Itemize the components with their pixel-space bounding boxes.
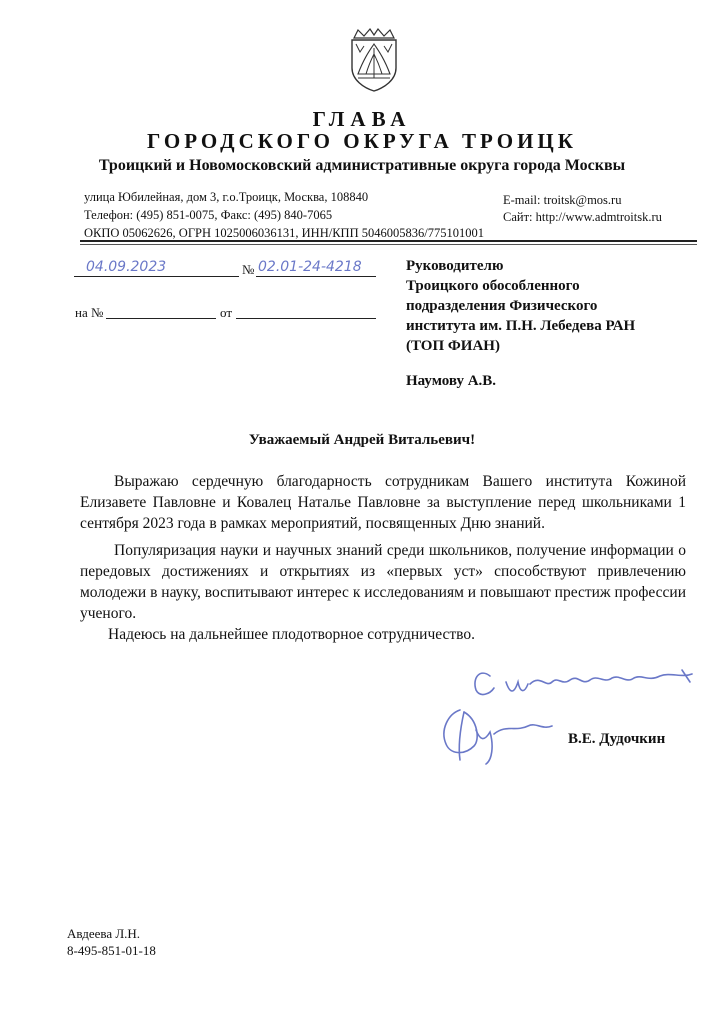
header-divider-thick: [80, 240, 697, 242]
header-address: улица Юбилейная, дом 3, г.о.Троицк, Москва, 108840: [84, 190, 369, 204]
recipient-block: [406, 256, 706, 356]
header-subtitle: Троицкий и Новомосковский административные округа города Москвы: [98, 157, 626, 174]
handwritten-signature-icon: [420, 660, 710, 770]
registration-number-line: [256, 276, 376, 277]
header-divider-thin: [80, 244, 697, 245]
executor-phone: 8-495-851-01-18: [67, 943, 156, 958]
recipient-line: Троицкого обособленного: [406, 278, 580, 294]
registration-number-label: №: [242, 262, 255, 277]
header-phone: Телефон: (495) 851-0075, Факс: (495) 840-7065: [84, 208, 333, 222]
header-codes: ОКПО 05062626, ОГРН 1025006036131, ИНН/КПП 5046005836/775101001: [84, 226, 484, 240]
header-title-line1: ГЛАВА: [312, 107, 412, 131]
recipient-line: Руководителю: [406, 258, 504, 274]
signer-name: В.Е. Дудочкин: [568, 731, 666, 747]
reference-from-label: от: [220, 305, 233, 320]
header-site: Сайт: http://www.admtroitsk.ru: [503, 210, 662, 224]
header-email: E-mail: troitsk@mos.ru: [503, 193, 622, 207]
registration-number: 02.01-24-4218: [258, 259, 362, 275]
recipient-line: подразделения Физического: [406, 298, 598, 314]
registration-date-line: [74, 276, 239, 277]
coat-of-arms-emblem-icon: [348, 28, 400, 92]
recipient-line: (ТОП ФИАН): [406, 338, 500, 354]
header-title-line2: ГОРОДСКОГО ОКРУГА ТРОИЦК: [147, 129, 577, 153]
reference-number-line: [106, 318, 216, 319]
registration-date: 04.09.2023: [86, 259, 167, 275]
letter-paragraph-1: Выражаю сердечную благодарность сотрудникам Вашего института Кожиной Елизавете Павловне и Ковалец Наталье Павловне за выступление перед школьниками 1 сентября 2023 года в рамках мероприятий, посвященных Дню знаний.: [80, 473, 686, 532]
letter-greeting: Уважаемый Андрей Витальевич!: [248, 432, 476, 448]
executor-name: Авдеева Л.Н.: [67, 926, 141, 941]
letter-paragraph-2: Популяризация науки и научных знаний среди школьников, получение информации о передовых достижениях и открытиях из «первых уст» способствуют привлечению молодежи в науку, воспитывают интерес к исследованиям и повышают престиж профессии ученого.: [80, 542, 686, 622]
letter-closing: Надеюсь на дальнейшее плодотворное сотрудничество.: [108, 626, 476, 643]
reference-number-label: на №: [75, 305, 104, 320]
reference-date-line: [236, 318, 376, 319]
recipient-name: Наумову А.В.: [406, 373, 497, 389]
recipient-line: института им. П.Н. Лебедева РАН: [406, 318, 636, 334]
